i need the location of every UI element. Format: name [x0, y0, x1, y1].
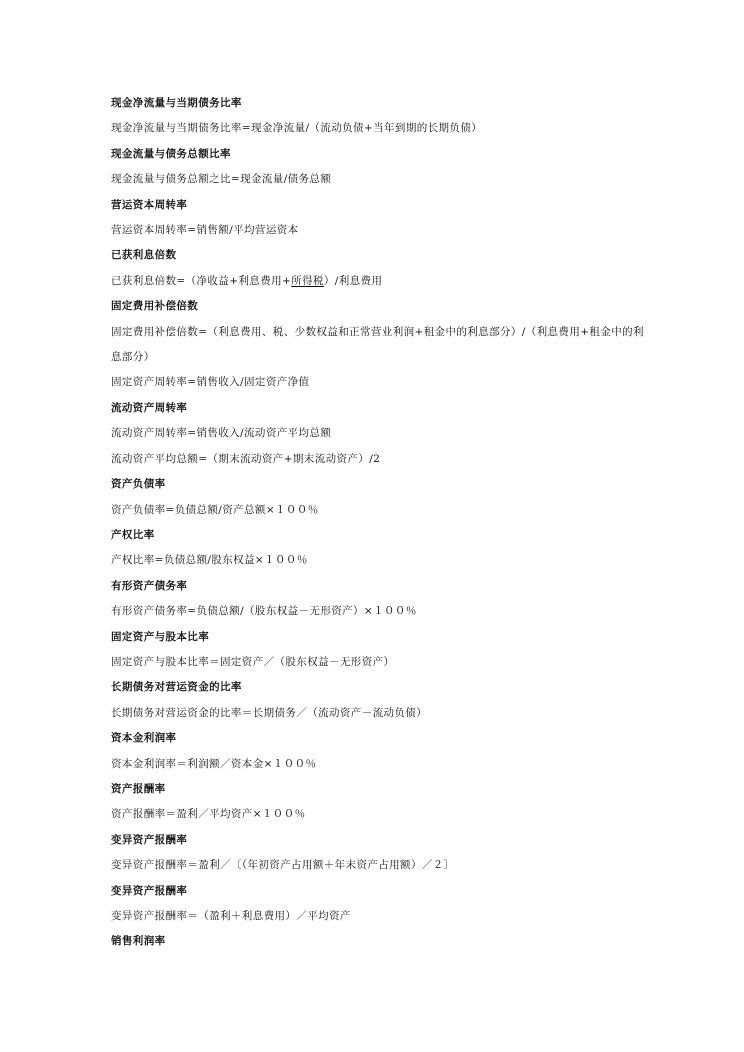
formula-line: 长期债务对营运资金的比率＝长期债务／（流动资产－流动负债）: [111, 706, 428, 719]
formula-line: 变异资产报酬率＝（盈利＋利息费用）／平均资产: [111, 910, 351, 922]
formula-line: 流动资产周转率=销售收入/流动资产平均总额: [111, 427, 332, 440]
formula-line: 变异资产报酬率＝盈利／〔（年初资产占用额＋年末资产占用额）／２〕: [111, 859, 455, 872]
section-heading: 流动资产周转率: [111, 401, 188, 414]
section-heading: 变异资产报酬率: [111, 884, 188, 897]
formula-line: 资本金利润率＝利润额／资本金×１００％: [111, 757, 317, 770]
section-heading: 现金流量与债务总额比率: [111, 147, 231, 160]
section-heading: 产权比率: [111, 528, 155, 541]
formula-line: 资产负债率=负债总额/资产总额×１００％: [111, 503, 319, 516]
formula-line: 固定资产周转率=销售收入/固定资产净值: [111, 376, 310, 389]
section-heading: 资本金利润率: [111, 732, 177, 745]
section-heading: 资产负债率: [111, 478, 166, 491]
section-heading: 固定资产与股本比率: [111, 630, 210, 643]
formula-line: 已获利息倍数=（净收益+利息费用+所得税）/利息费用: [111, 274, 383, 287]
section-heading: 固定费用补偿倍数: [111, 300, 199, 313]
section-heading: 已获利息倍数: [111, 249, 177, 262]
section-heading: 变异资产报酬率: [111, 833, 188, 846]
formula-line: 产权比率=负债总额/股东权益×１００％: [111, 554, 308, 567]
formula-line: 现金净流量与当期债务比率=现金净流量/（流动负债+当年到期的长期负债）: [111, 122, 483, 135]
formula-line: 固定费用补偿倍数=（利息费用、税、少数权益和正常营业利润+租金中的利息部分）/（利息费用+租金中的利息部分）: [111, 325, 644, 364]
formula-line: 资产报酬率＝盈利／平均资产×１００％: [111, 808, 306, 821]
formula-line: 现金流量与债务总额之比=现金流量/债务总额: [111, 173, 332, 186]
formula-line: 流动资产平均总额=（期末流动资产+期末流动资产）/2: [111, 452, 381, 465]
underlined-term: 所得税: [291, 274, 324, 287]
formula-line: 营运资本周转率=销售额/平均营运资本: [111, 224, 299, 237]
formula-line: 有形资产债务率=负债总额/（股东权益－无形资产）×１００％: [111, 605, 417, 618]
section-heading: 有形资产债务率: [111, 579, 188, 592]
section-heading: 销售利润率: [111, 935, 166, 948]
document-body: [111, 91, 651, 955]
section-heading: 营运资本周转率: [111, 198, 188, 211]
section-heading: 资产报酬率: [111, 782, 166, 795]
formula-line: 固定资产与股本比率＝固定资产／（股东权益－无形资产）: [111, 655, 395, 668]
section-heading: 现金净流量与当期债务比率: [111, 97, 242, 109]
section-heading: 长期债务对营运资金的比率: [111, 681, 242, 694]
